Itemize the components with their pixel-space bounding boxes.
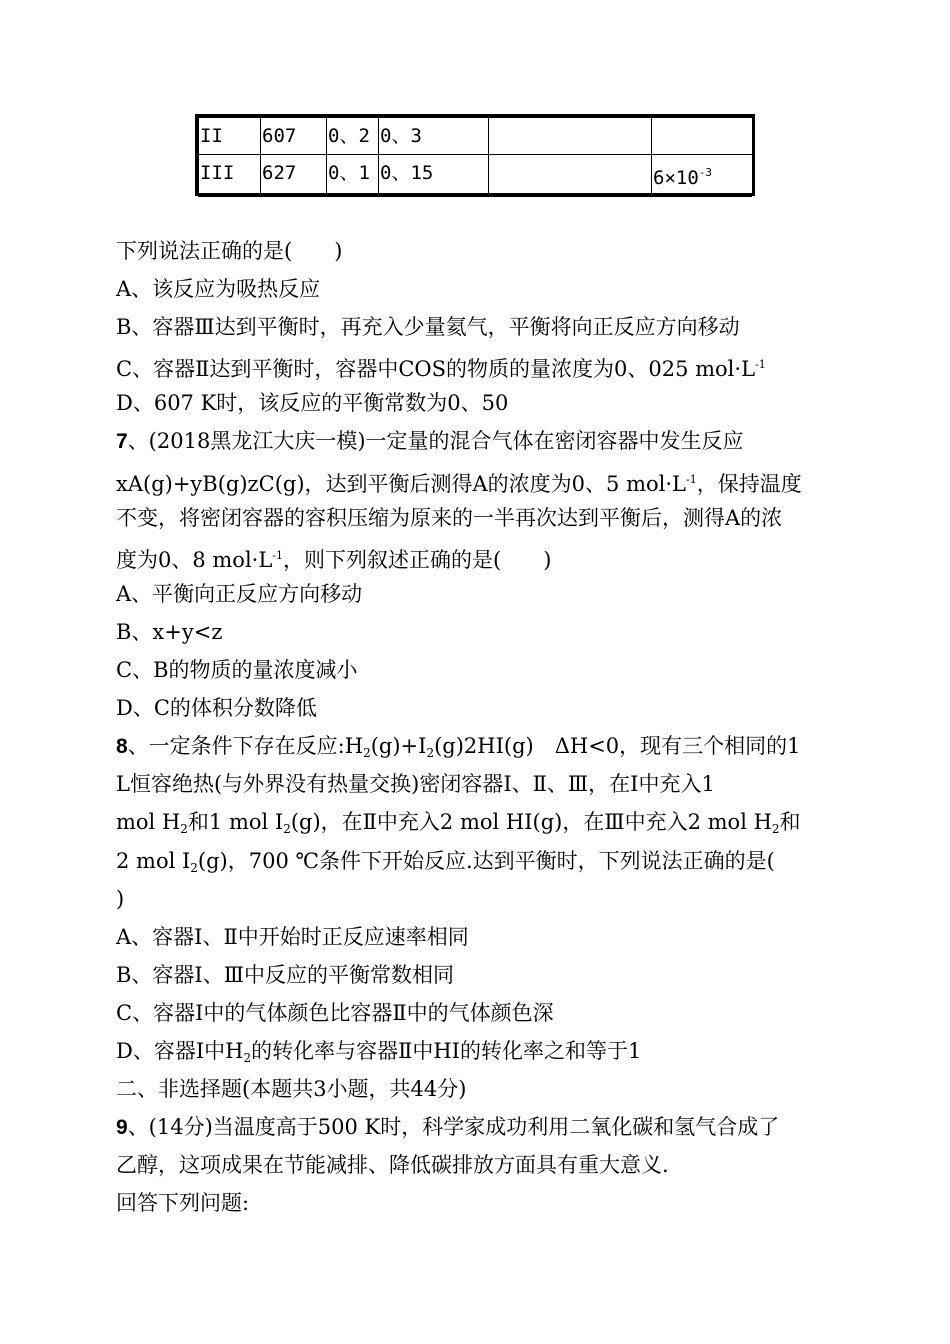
q6-option-d: D、607 K时，该反应的平衡常数为0、50 bbox=[116, 391, 509, 416]
table-row bbox=[199, 155, 753, 197]
document-body bbox=[116, 232, 856, 1222]
q8-text: 、一定条件下存在反应:H bbox=[127, 734, 364, 759]
q8-option-a: A、容器Ⅰ、Ⅱ中开始时正反应速率相同 bbox=[116, 924, 469, 949]
q8-line-2: L恒容绝热(与外界没有热量交换)密闭容器Ⅰ、Ⅱ、Ⅲ，在Ⅰ中充入1 bbox=[116, 772, 715, 797]
q8-line-5: ) bbox=[116, 886, 125, 911]
q8-text: 的转化率与容器Ⅱ中HI的转化率之和等于1 bbox=[251, 1038, 642, 1063]
q8-text: 和 bbox=[779, 810, 801, 835]
q8-line-1 bbox=[116, 727, 856, 765]
q8-text: (g)，700 ℃条件下开始反应.达到平衡时，下列说法正确的是( bbox=[197, 848, 775, 873]
q6-option-c-text: C、容器Ⅱ达到平衡时，容器中COS的物质的量浓度为0、025 mol·L bbox=[116, 357, 756, 382]
question-number: 7 bbox=[116, 430, 128, 454]
subscript: 2 bbox=[180, 822, 188, 837]
q8-text: D、容器Ⅰ中H bbox=[116, 1038, 244, 1063]
exponent: -1 bbox=[272, 548, 284, 562]
q8-line-4 bbox=[116, 842, 856, 880]
table-cell: 0、1 bbox=[327, 155, 379, 197]
table-cell: 607 bbox=[261, 118, 327, 155]
q7-line-4 bbox=[116, 537, 856, 575]
table-cell: III bbox=[199, 155, 261, 197]
q6-option-c bbox=[116, 346, 856, 384]
q7-option-a: A、平衡向正反应方向移动 bbox=[116, 581, 363, 606]
q7-option-b: B、x+y<z bbox=[116, 619, 223, 644]
subscript: 2 bbox=[283, 822, 291, 837]
table-cell: 0、2 bbox=[327, 118, 379, 155]
q7-option-d: D、C的体积分数降低 bbox=[116, 696, 317, 721]
q7-line-2 bbox=[116, 461, 856, 499]
q9-line-1 bbox=[116, 1108, 856, 1146]
table-row bbox=[199, 118, 753, 155]
data-table bbox=[195, 114, 755, 196]
subscript: 2 bbox=[771, 822, 780, 837]
subscript: 2 bbox=[363, 746, 371, 761]
q7-line-3: 不变，将密闭容器的容积压缩为原来的一半再次达到平衡后，测得A的浓 bbox=[116, 505, 783, 530]
q8-text: 2 mol I bbox=[116, 848, 191, 873]
question-number: 9 bbox=[116, 1116, 128, 1140]
q7-text: ，保持温度 bbox=[696, 471, 802, 496]
q9-line-2: 乙醇，这项成果在节能减排、降低碳排放方面具有重大意义. bbox=[116, 1153, 669, 1178]
q7-option-c: C、B的物质的量浓度减小 bbox=[116, 658, 358, 683]
exponent: -1 bbox=[685, 472, 697, 486]
q8-text: (g)2HI(g) ΔH<0，现有三个相同的1 bbox=[434, 734, 801, 759]
exponent: -1 bbox=[755, 358, 766, 372]
q8-line-3 bbox=[116, 803, 856, 841]
q8-option-b: B、容器Ⅰ、Ⅲ中反应的平衡常数相同 bbox=[116, 962, 454, 987]
subscript: 2 bbox=[426, 746, 435, 761]
table-cell: 0、15 bbox=[379, 155, 489, 197]
table-cell: II bbox=[199, 118, 261, 155]
subscript: 2 bbox=[243, 1050, 252, 1065]
q8-option-d bbox=[116, 1032, 856, 1070]
table-cell: 0、3 bbox=[379, 118, 489, 155]
q9-text: 、(14分)当温度高于500 K时，科学家成功利用二氧化碳和氢气合成了 bbox=[127, 1115, 780, 1140]
table-cell: 627 bbox=[261, 155, 327, 197]
q9-line-3: 回答下列问题: bbox=[116, 1191, 250, 1216]
table-cell bbox=[489, 155, 652, 197]
q7-text: 、(2018黑龙江大庆一模)一定量的混合气体在密闭容器中发生反应 bbox=[127, 429, 744, 454]
q7-line-1 bbox=[116, 422, 856, 460]
q7-text: 度为0、8 mol·L bbox=[116, 547, 273, 572]
q7-text: ，则下列叙述正确的是( ) bbox=[283, 547, 552, 572]
section-heading: 二、非选择题(本题共3小题，共44分) bbox=[116, 1077, 467, 1102]
table-cell bbox=[489, 118, 652, 155]
table-cell bbox=[652, 118, 753, 155]
q8-option-c: C、容器Ⅰ中的气体颜色比容器Ⅱ中的气体颜色深 bbox=[116, 1000, 554, 1025]
q6-stem: 下列说法正确的是( ) bbox=[116, 239, 343, 263]
question-number: 8 bbox=[116, 735, 128, 759]
q8-text: 和1 mol I bbox=[187, 810, 284, 835]
q8-text: (g)+I bbox=[370, 734, 427, 759]
q8-text: (g)，在Ⅱ中充入2 mol HI(g)，在Ⅲ中充入2 mol H bbox=[290, 810, 772, 835]
subscript: 2 bbox=[190, 860, 198, 875]
q6-option-a: A、该反应为吸热反应 bbox=[116, 277, 321, 302]
table-cell bbox=[652, 155, 753, 197]
cell-value: 6×10 bbox=[653, 167, 699, 189]
q7-text: xA(g)+yB(g)zC(g)，达到平衡后测得A的浓度为0、5 mol·L bbox=[116, 471, 686, 496]
q6-option-b: B、容器Ⅲ达到平衡时，再充入少量氦气，平衡将向正反应方向移动 bbox=[116, 315, 740, 340]
exponent: -3 bbox=[698, 166, 713, 179]
q8-text: mol H bbox=[116, 810, 181, 835]
